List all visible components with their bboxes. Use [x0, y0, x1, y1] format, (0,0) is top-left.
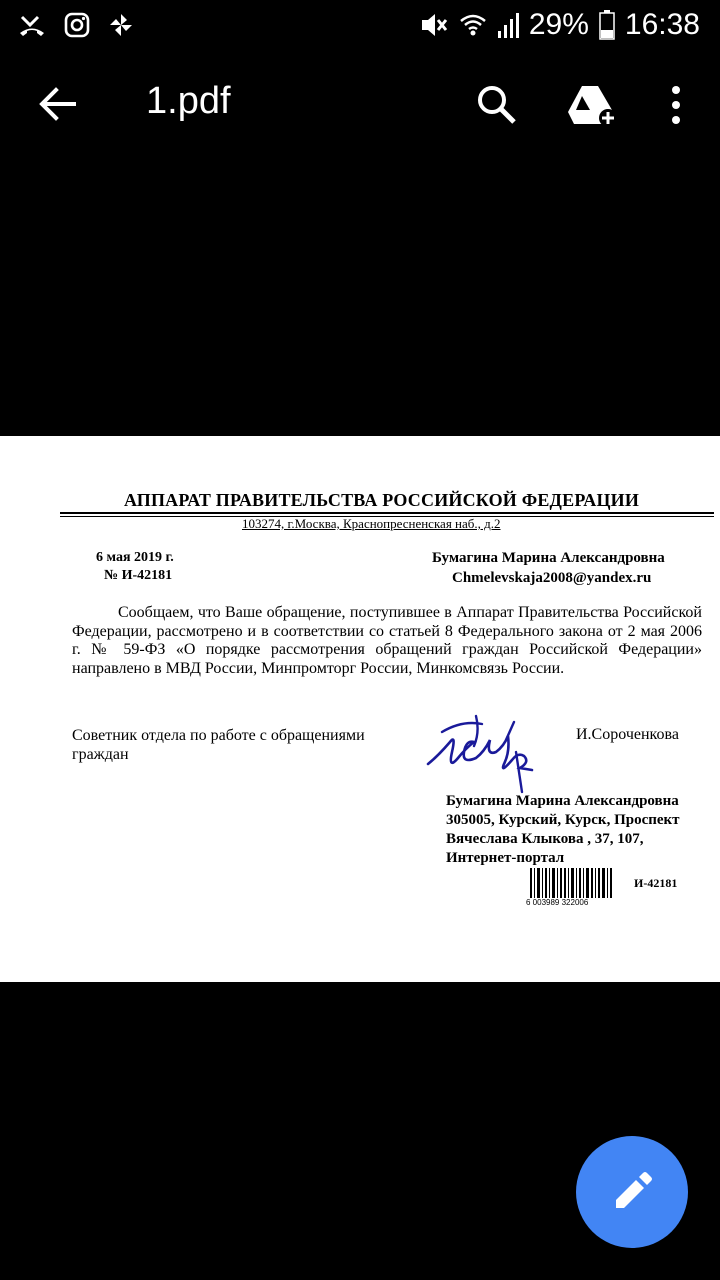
document-date: 6 мая 2019 г.	[96, 550, 174, 565]
page-title: 1.pdf	[146, 80, 231, 122]
document-number: № И-42181	[104, 568, 173, 583]
recipient-email: Chmelevskaja2008@yandex.ru	[452, 570, 652, 586]
add-to-drive-button[interactable]	[566, 82, 618, 128]
app-bar	[0, 60, 720, 150]
document-header: АППАРАТ ПРАВИТЕЛЬСТВА РОССИЙСКОЙ ФЕДЕРАЦИИ	[124, 490, 640, 510]
edit-fab-button[interactable]	[576, 1136, 688, 1248]
signer-title	[72, 726, 402, 764]
mute-icon	[419, 11, 449, 39]
body-paragraph: Сообщаем, что Ваше обращение, поступившее в Аппарат Правительства Российской Федерации, рассмотрено и в соответствии со статьей 8 Федерального закона от 2 мая 2006 г. № 59-ФЗ «О порядке рассмотрения обращений граждан Российской Федерации» направлено в МВД России, Минпромторг России, Минкомсвязь России.	[72, 604, 702, 677]
address-line: Интернет-портал	[446, 850, 565, 866]
missed-call-icon	[18, 13, 46, 37]
document-body	[72, 604, 702, 678]
address-line: Бумагина Марина Александровна	[446, 793, 679, 809]
edit-pencil-icon	[610, 1170, 654, 1214]
back-arrow-icon	[36, 82, 80, 126]
drive-add-icon	[566, 82, 618, 128]
handwritten-signature	[422, 712, 540, 802]
status-time: 16:38	[624, 8, 700, 41]
address-line: 305005, Курский, Курск, Проспект	[446, 812, 680, 828]
wifi-icon	[459, 11, 487, 39]
signer-title-line2: граждан	[72, 746, 129, 763]
barcode-number: 6 003989 322006	[526, 898, 589, 907]
more-options-button[interactable]	[660, 82, 692, 128]
more-vert-icon	[660, 82, 692, 128]
barcode-id: И-42181	[634, 876, 678, 890]
search-icon	[474, 82, 520, 128]
pdf-page	[0, 436, 720, 982]
back-button[interactable]	[36, 82, 80, 126]
instagram-icon	[64, 12, 90, 38]
pinwheel-icon	[108, 12, 134, 38]
recipient-address-block	[446, 792, 680, 868]
status-bar	[0, 0, 720, 50]
signal-icon	[497, 11, 519, 39]
search-button[interactable]	[474, 82, 520, 128]
battery-icon	[599, 10, 615, 40]
signer-name: И.Сороченкова	[576, 726, 679, 743]
recipient-name: Бумагина Марина Александровна	[432, 550, 665, 566]
battery-percent: 29%	[528, 8, 589, 41]
address-line: Вячеслава Клыкова , 37, 107,	[446, 831, 644, 847]
signer-title-line1: Советник отдела по работе с обращениями	[72, 727, 365, 744]
sender-address: 103274, г.Москва, Краснопресненская наб., д.2	[242, 516, 501, 531]
header-rule	[60, 512, 714, 514]
